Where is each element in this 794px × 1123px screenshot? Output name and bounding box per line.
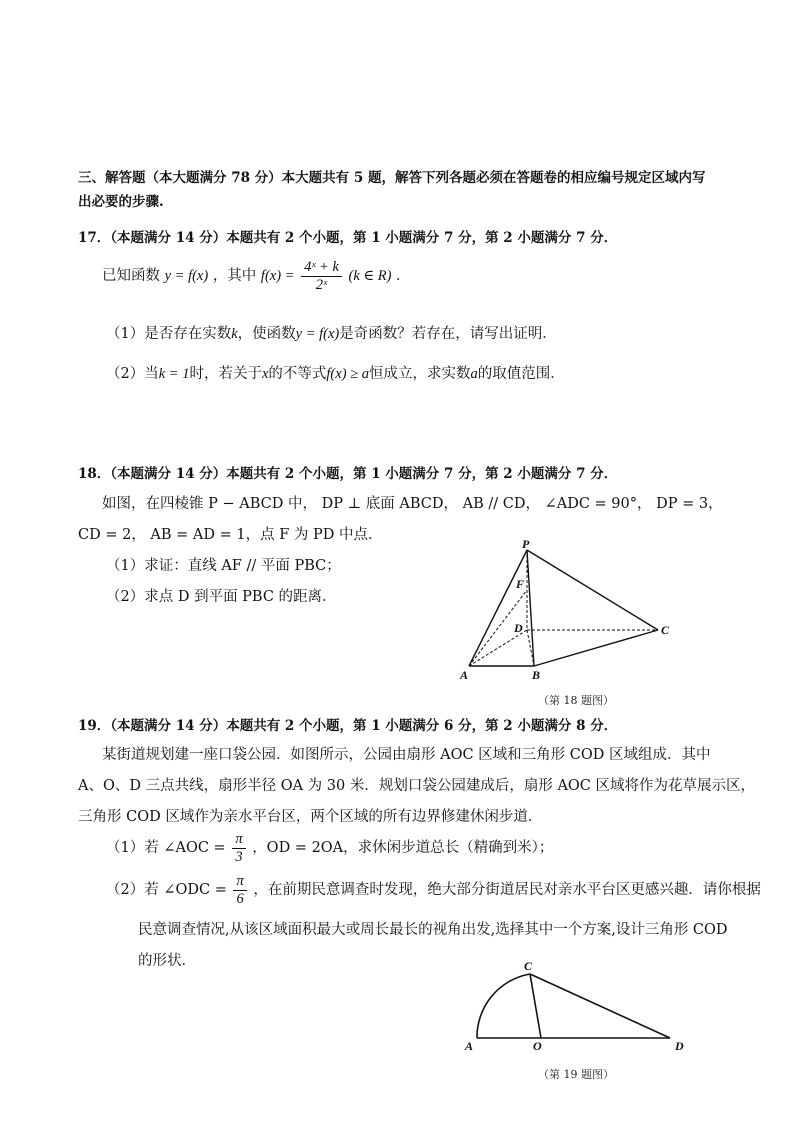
label-D: D (514, 621, 523, 635)
q18-caption: （第 18 题图） (538, 694, 614, 707)
label-D: D (675, 1039, 684, 1053)
q19-p2-b: ，在前期民意调查时发现，绝大部分街道居民对亲水平台区更感兴趣．请你根据 (253, 882, 761, 898)
q18-pyramid-figure (450, 536, 680, 686)
q19-p2-a: （2）若 ∠ODC = (106, 882, 227, 898)
q19-p1-num: π (232, 831, 245, 849)
q19-park-figure (455, 958, 695, 1054)
arc-AC (477, 974, 530, 1038)
q19-p1-b: ，OD = 2OA，求休闲步道总长（精确到米）； (252, 840, 554, 856)
q17-frac-num: 4ˣ + k (301, 259, 342, 277)
q17-p2-k: k = 1 (158, 366, 190, 382)
label-F: F (516, 577, 525, 591)
label-C: C (661, 623, 670, 637)
q17-title: 17．（本题满分 14 分）本题共有 2 个小题，第 1 小题满分 7 分，第 2 小题满分 7 分． (78, 230, 618, 246)
section-header-line1: 三、解答题（本大题满分 78 分）本大题共有 5 题，解答下列各题必须在答题卷的相应编号规定区域内写 (78, 170, 706, 186)
q17-p2-b: 时，若关于 (189, 366, 262, 382)
q17-p2-a: （2）当 (106, 366, 159, 382)
q19-p2-den: 6 (236, 890, 244, 907)
q19-line2: A、O、D 三点共线，扇形半径 OA 为 30 米．规划口袋公园建成后，扇形 AOC 区域将作为花草展示区， (78, 778, 756, 794)
q19-p1-fraction (232, 831, 245, 866)
q18-title: 18．（本题满分 14 分）本题共有 2 个小题，第 1 小题满分 7 分，第 2 小题满分 7 分． (78, 466, 618, 482)
q17-p2-d: 恒成立，求实数 (369, 366, 471, 382)
q17-p2-x: x (261, 366, 269, 382)
q17-part1 (106, 322, 557, 343)
q17-p1-b: ，使函数 (237, 326, 296, 342)
label-A: A (465, 1039, 474, 1053)
q19-p2-line3: 的形状． (138, 953, 196, 969)
q17-intro-mid: ，其中 (212, 268, 257, 284)
edge-PB (527, 550, 534, 666)
q17-p2-c: 的不等式 (268, 366, 327, 382)
label-O: O (533, 1039, 542, 1053)
q17-p1-c: 是奇函数？若存在，请写出证明． (339, 326, 557, 342)
q17-p1-a: （1）是否存在实数 (106, 326, 232, 342)
section-header-line2: 出必要的步骤. (78, 194, 164, 210)
q19-p1-a: （1）若 ∠AOC = (106, 840, 226, 856)
q19-line1: 某街道规划建一座口袋公园．如图所示，公园由扇形 AOC 区域和三角形 COD 区域组成．其中 (102, 747, 711, 763)
label-B: B (532, 668, 541, 682)
q17-frac-den: 2ˣ (315, 276, 328, 293)
label-A: A (460, 668, 469, 682)
q17-intro-prefix: 已知函数 (102, 268, 160, 284)
q17-p1-k: k (231, 326, 238, 342)
q17-p1-func: y = f(x) (295, 326, 340, 342)
q18-part1: （1）求证：直线 AF // 平面 PBC； (106, 558, 341, 574)
line-CO (530, 974, 541, 1038)
q19-title: 19．（本题满分 14 分）本题共有 2 个小题，第 1 小题满分 6 分，第 2 小题满分 8 分． (78, 718, 618, 734)
label-P: P (522, 537, 530, 551)
q17-intro-end: ． (396, 268, 411, 284)
q17-intro (102, 258, 411, 294)
line-CD (530, 974, 670, 1038)
edge-BC (534, 630, 658, 666)
q19-p2-line2: 民意调查情况,从该区域面积最大或周长最长的视角出发,选择其中一个方案,设计三角形 COD (138, 922, 728, 938)
q17-part2 (106, 362, 565, 383)
label-C: C (524, 959, 533, 973)
q19-part2 (106, 872, 761, 908)
q19-p2-fraction (233, 873, 246, 908)
q19-p1-den: 3 (235, 848, 243, 865)
q18-line1: 如图，在四棱锥 P − ABCD 中， DP ⊥ 底面 ABCD， AB // CD， ∠ADC = 90°， DP = 3， (102, 496, 723, 512)
q19-caption: （第 19 题图） (538, 1068, 614, 1081)
q19-p2-num: π (233, 873, 246, 891)
q19-part1 (106, 830, 553, 866)
q17-fraction (301, 259, 342, 294)
edge-PA (469, 550, 527, 666)
q18-part2: （2）求点 D 到平面 PBC 的距离． (106, 589, 337, 605)
q17-f-lhs: f(x) = (260, 268, 295, 284)
q17-func-y: y = f(x) (164, 268, 209, 284)
q17-p2-avar: a (470, 366, 478, 382)
q17-cond: (k ∈ R) (348, 268, 392, 284)
q18-line2: CD = 2， AB = AD = 1，点 F 为 PD 中点． (78, 527, 383, 543)
edge-PC (527, 550, 658, 630)
q17-p2-ineq: f(x) ≥ a (326, 366, 369, 382)
q19-line3: 三角形 COD 区域作为亲水平台区，两个区域的所有边界修建休闲步道． (78, 809, 543, 825)
q17-p2-e: 的取值范围． (477, 366, 565, 382)
